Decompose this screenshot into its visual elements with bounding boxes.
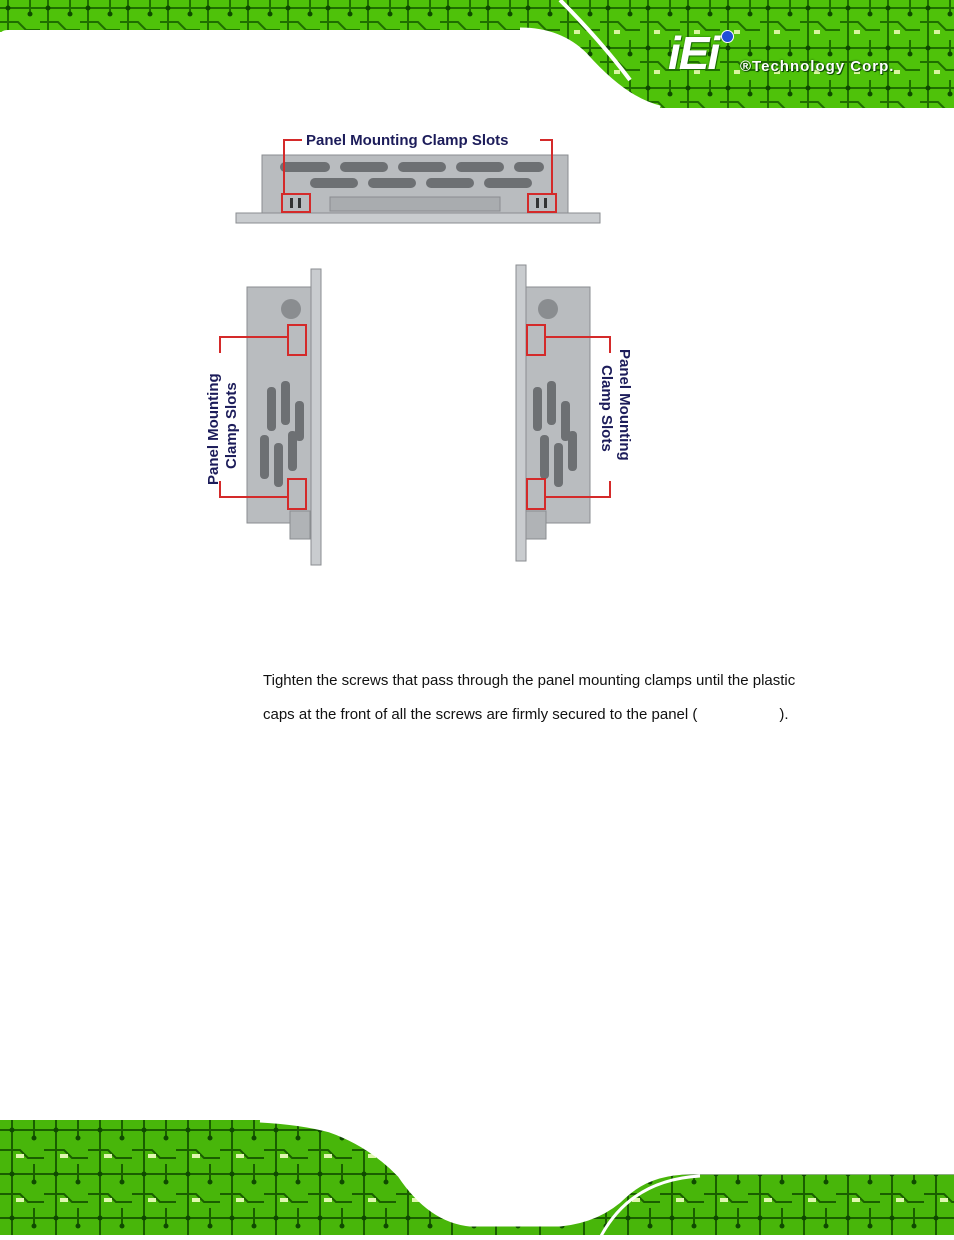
top-callout-label: Panel Mounting Clamp Slots (306, 132, 509, 149)
top-view-chassis (236, 132, 600, 223)
instruction-line-2-start: caps at the front of all the screws are firmly secured to the panel ( (263, 706, 698, 723)
right-callout-label-1: Panel Mounting (616, 349, 633, 461)
instruction-line-2 (263, 706, 843, 724)
right-side-view-chassis (516, 265, 633, 561)
right-callout-label-2: Clamp Slots (598, 365, 615, 452)
left-side-view-chassis (205, 269, 321, 565)
instruction-line-2-end: ). (779, 706, 789, 723)
company-logo (668, 27, 948, 80)
page-header (0, 0, 954, 112)
left-callout-label-2: Clamp Slots (223, 382, 240, 469)
circuit-board-footer (0, 1120, 954, 1235)
left-callout-label-1: Panel Mounting (205, 373, 222, 485)
logo-text: ®Technology Corp. (740, 58, 895, 75)
instruction-line-1: Tighten the screws that pass through the panel mounting clamps until the plastic (263, 672, 796, 689)
clamp-slots-figure (180, 125, 660, 575)
page-footer (0, 1120, 954, 1235)
logo-mark: iEi (668, 27, 719, 79)
logo-dot-icon (721, 30, 734, 43)
